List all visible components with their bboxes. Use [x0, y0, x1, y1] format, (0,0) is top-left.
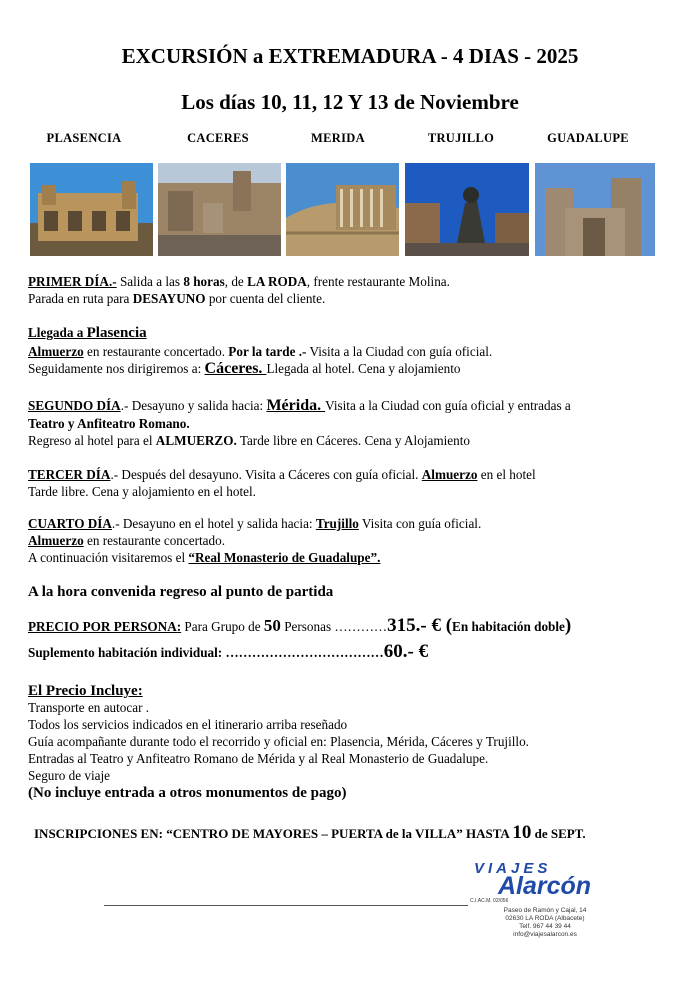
day1-arrival: Llegada a Plasencia: [28, 325, 147, 341]
includes-item: Todos los servicios indicados en el itinerario arriba reseñado: [28, 717, 348, 732]
photo-merida: [286, 163, 399, 256]
day1-line2: Parada en ruta para DESAYUNO por cuenta del cliente.: [28, 291, 326, 306]
city-label-guadalupe: GUADALUPE: [547, 131, 629, 145]
day4-line2: Almuerzo en restaurante concertado.: [28, 533, 225, 548]
price-line: PRECIO POR PERSONA: Para Grupo de 50 Personas …………315.- € (En habitación doble): [28, 615, 572, 636]
day2-line3: Regreso al hotel para el ALMUERZO. Tarde libre en Cáceres. Cena y Alojamiento: [28, 433, 470, 448]
photo-plasencia: [30, 163, 153, 256]
day2-line2: Teatro y Anfiteatro Romano.: [28, 416, 190, 431]
page-subtitle: Los días 10, 11, 12 Y 13 de Noviembre: [181, 90, 519, 114]
agency-address: Paseo de Ramón y Cajal, 14: [503, 907, 587, 914]
city-label-plasencia: PLASENCIA: [46, 131, 122, 145]
includes-item: Entradas al Teatro y Anfiteatro Romano de Mérida y al Real Monasterio de Guadalupe.: [28, 751, 489, 766]
excluded-note: (No incluye entrada a otros monumentos de pago): [28, 785, 347, 801]
day3-line1: TERCER DÍA.- Después del desayuno. Visita a Cáceres con guía oficial. Almuerzo en el hotel: [28, 467, 536, 482]
city-label-caceres: CACERES: [187, 131, 249, 145]
photo-caceres: [158, 163, 281, 256]
agency-address-block: [470, 907, 620, 939]
day3-line2: Tarde libre. Cena y alojamiento en el hotel.: [28, 484, 256, 499]
day4-line3: A continuación visitaremos el “Real Monasterio de Guadalupe”.: [28, 550, 381, 565]
city-label-merida: MERIDA: [311, 131, 365, 145]
registration-line: INSCRIPCIONES EN: “CENTRO DE MAYORES – PUERTA de la VILLA” HASTA 10 de SEPT.: [34, 822, 586, 843]
photo-guadalupe: [535, 163, 655, 256]
day2-line1: SEGUNDO DÍA.- Desayuno y salida hacia: Mérida. Visita a la Ciudad con guía oficial y entradas a: [28, 397, 571, 414]
footer-rule: [104, 905, 468, 906]
day1-line5: Seguidamente nos dirigiremos a: Cáceres. Llegada al hotel. Cena y alojamiento: [28, 360, 461, 377]
day1-line4: Almuerzo en restaurante concertado. Por la tarde .- Visita a la Ciudad con guía oficial.: [28, 344, 493, 359]
page-title: EXCURSIÓN a EXTREMADURA - 4 DIAS - 2025: [121, 44, 579, 68]
includes-item: Seguro de viaje: [28, 768, 111, 783]
day4-line1: CUARTO DÍA.- Desayuno en el hotel y salida hacia: Trujillo Visita con guía oficial.: [28, 516, 482, 531]
city-label-trujillo: TRUJILLO: [427, 131, 495, 145]
agency-phone: Telf. 967 44 39 44: [519, 923, 571, 930]
agency-logo: VIAJES Alarcón C.I.AC.M. 02/056: [470, 860, 592, 904]
includes-item: Guía acompañante durante todo el recorrido y oficial en: Plasencia, Mérida, Cáceres y Trujillo.: [28, 734, 529, 749]
includes-heading: El Precio Incluye:: [28, 683, 143, 699]
supplement-line: Suplemento habitación individual: ………………………………60.- €: [28, 641, 429, 662]
day1-line1: PRIMER DÍA.- Salida a las 8 horas, de LA RODA, frente restaurante Molina.: [28, 274, 450, 289]
return-note: A la hora convenida regreso al punto de partida: [28, 584, 334, 600]
agency-city: 02630 LA RODA (Albacete): [505, 915, 585, 922]
photo-trujillo: [405, 163, 529, 256]
includes-item: Transporte en autocar .: [28, 700, 150, 715]
agency-email[interactable]: info@viajesalarcon.es: [513, 931, 577, 938]
